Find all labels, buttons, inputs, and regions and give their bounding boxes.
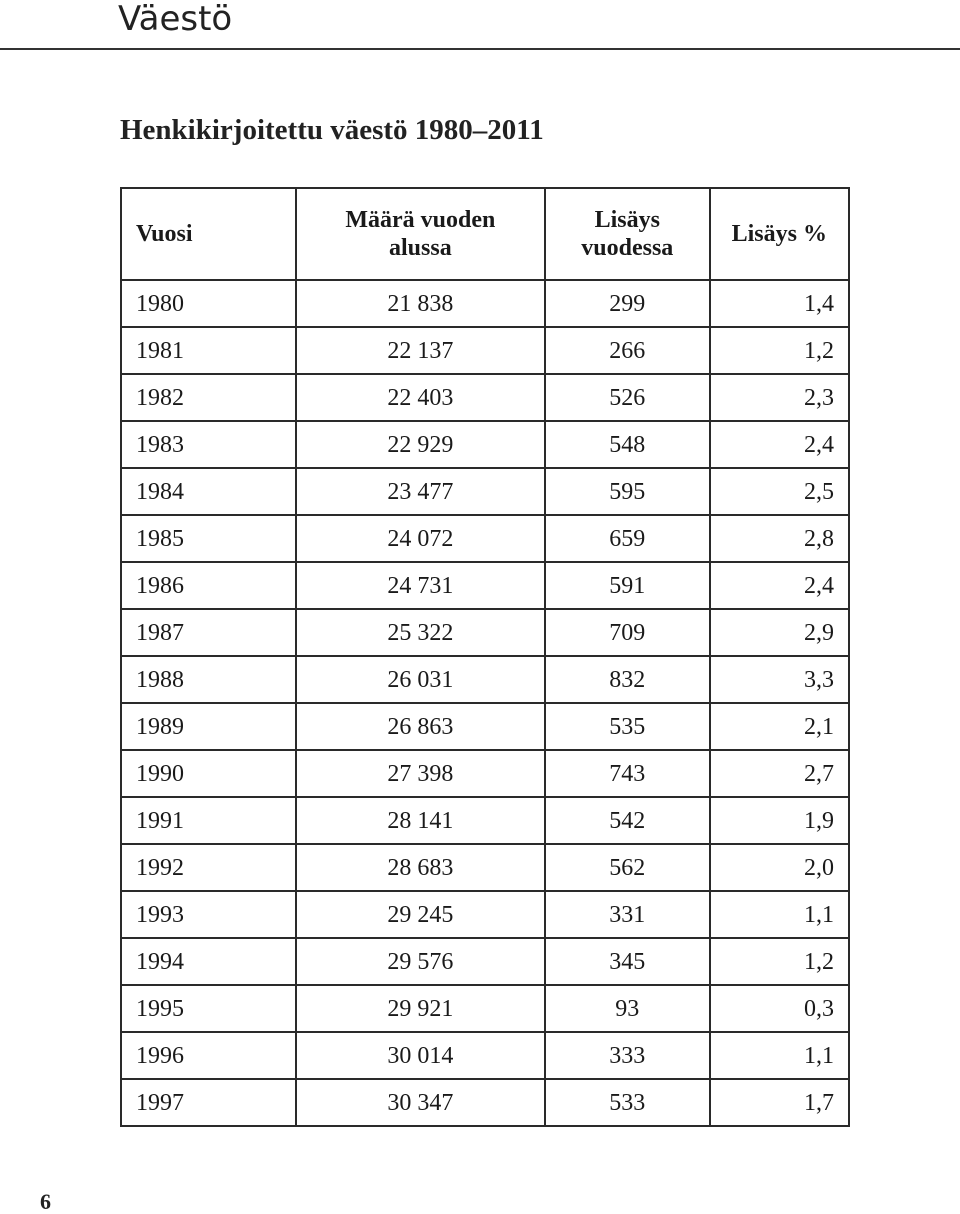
year-cell: 1986 (121, 562, 296, 609)
increase-cell: 709 (545, 609, 710, 656)
year-cell: 1996 (121, 1032, 296, 1079)
table-body (121, 280, 849, 1126)
table-row (121, 1079, 849, 1126)
increase-pct-cell: 1,1 (710, 891, 849, 938)
table-row (121, 515, 849, 562)
table-row (121, 327, 849, 374)
table-row (121, 609, 849, 656)
increase-cell: 562 (545, 844, 710, 891)
year-cell: 1985 (121, 515, 296, 562)
increase-pct-cell: 1,1 (710, 1032, 849, 1079)
population-cell: 29 921 (296, 985, 545, 1032)
increase-cell: 333 (545, 1032, 710, 1079)
population-cell: 28 683 (296, 844, 545, 891)
table-row (121, 891, 849, 938)
increase-cell: 331 (545, 891, 710, 938)
column-header-increase-line2: vuodessa (581, 235, 674, 261)
increase-cell: 591 (545, 562, 710, 609)
population-cell: 27 398 (296, 750, 545, 797)
column-header-population (296, 188, 545, 280)
table-header-row (121, 188, 849, 280)
population-cell: 29 576 (296, 938, 545, 985)
table-row (121, 844, 849, 891)
population-cell: 24 731 (296, 562, 545, 609)
increase-pct-cell: 2,4 (710, 562, 849, 609)
year-cell: 1993 (121, 891, 296, 938)
increase-pct-cell: 2,3 (710, 374, 849, 421)
population-cell: 24 072 (296, 515, 545, 562)
column-header-population-line1: Määrä vuoden (345, 207, 496, 233)
table-row (121, 468, 849, 515)
table-row (121, 562, 849, 609)
table-row (121, 797, 849, 844)
population-cell: 28 141 (296, 797, 545, 844)
increase-pct-cell: 2,0 (710, 844, 849, 891)
table-row (121, 938, 849, 985)
year-cell: 1982 (121, 374, 296, 421)
header-rule (0, 48, 960, 50)
population-cell: 29 245 (296, 891, 545, 938)
increase-cell: 526 (545, 374, 710, 421)
increase-cell: 345 (545, 938, 710, 985)
increase-cell: 743 (545, 750, 710, 797)
increase-cell: 93 (545, 985, 710, 1032)
increase-pct-cell: 1,4 (710, 280, 849, 327)
year-cell: 1995 (121, 985, 296, 1032)
table-row (121, 421, 849, 468)
year-cell: 1997 (121, 1079, 296, 1126)
table-row (121, 985, 849, 1032)
year-cell: 1991 (121, 797, 296, 844)
increase-pct-cell: 2,7 (710, 750, 849, 797)
population-cell: 26 031 (296, 656, 545, 703)
population-cell: 22 137 (296, 327, 545, 374)
increase-cell: 542 (545, 797, 710, 844)
column-header-increase (545, 188, 710, 280)
column-header-year: Vuosi (121, 188, 296, 280)
population-table (120, 187, 850, 1127)
year-cell: 1994 (121, 938, 296, 985)
increase-pct-cell: 0,3 (710, 985, 849, 1032)
table-row (121, 374, 849, 421)
population-cell: 30 347 (296, 1079, 545, 1126)
population-cell: 30 014 (296, 1032, 545, 1079)
column-header-increase-line1: Lisäys (594, 207, 660, 233)
year-cell: 1992 (121, 844, 296, 891)
table-row (121, 750, 849, 797)
increase-cell: 533 (545, 1079, 710, 1126)
increase-pct-cell: 1,2 (710, 938, 849, 985)
year-cell: 1990 (121, 750, 296, 797)
year-cell: 1980 (121, 280, 296, 327)
increase-pct-cell: 1,2 (710, 327, 849, 374)
increase-cell: 832 (545, 656, 710, 703)
increase-cell: 595 (545, 468, 710, 515)
table-title: Henkikirjoitettu väestö 1980–2011 (120, 114, 544, 146)
increase-pct-cell: 2,9 (710, 609, 849, 656)
page-number: 6 (40, 1189, 51, 1214)
population-cell: 21 838 (296, 280, 545, 327)
increase-pct-cell: 2,8 (710, 515, 849, 562)
table-row (121, 1032, 849, 1079)
column-header-increase-pct: Lisäys % (710, 188, 849, 280)
year-cell: 1987 (121, 609, 296, 656)
increase-cell: 659 (545, 515, 710, 562)
section-header: Väestö (118, 0, 233, 39)
year-cell: 1983 (121, 421, 296, 468)
increase-cell: 548 (545, 421, 710, 468)
population-cell: 25 322 (296, 609, 545, 656)
increase-cell: 299 (545, 280, 710, 327)
year-cell: 1988 (121, 656, 296, 703)
year-cell: 1989 (121, 703, 296, 750)
increase-pct-cell: 2,5 (710, 468, 849, 515)
column-header-population-line2: alussa (389, 235, 452, 261)
table-row (121, 280, 849, 327)
year-cell: 1981 (121, 327, 296, 374)
table-row (121, 656, 849, 703)
population-cell: 22 403 (296, 374, 545, 421)
increase-pct-cell: 2,1 (710, 703, 849, 750)
increase-cell: 535 (545, 703, 710, 750)
population-cell: 26 863 (296, 703, 545, 750)
population-cell: 22 929 (296, 421, 545, 468)
increase-pct-cell: 1,9 (710, 797, 849, 844)
population-cell: 23 477 (296, 468, 545, 515)
increase-pct-cell: 2,4 (710, 421, 849, 468)
increase-pct-cell: 1,7 (710, 1079, 849, 1126)
year-cell: 1984 (121, 468, 296, 515)
table-row (121, 703, 849, 750)
increase-cell: 266 (545, 327, 710, 374)
increase-pct-cell: 3,3 (710, 656, 849, 703)
